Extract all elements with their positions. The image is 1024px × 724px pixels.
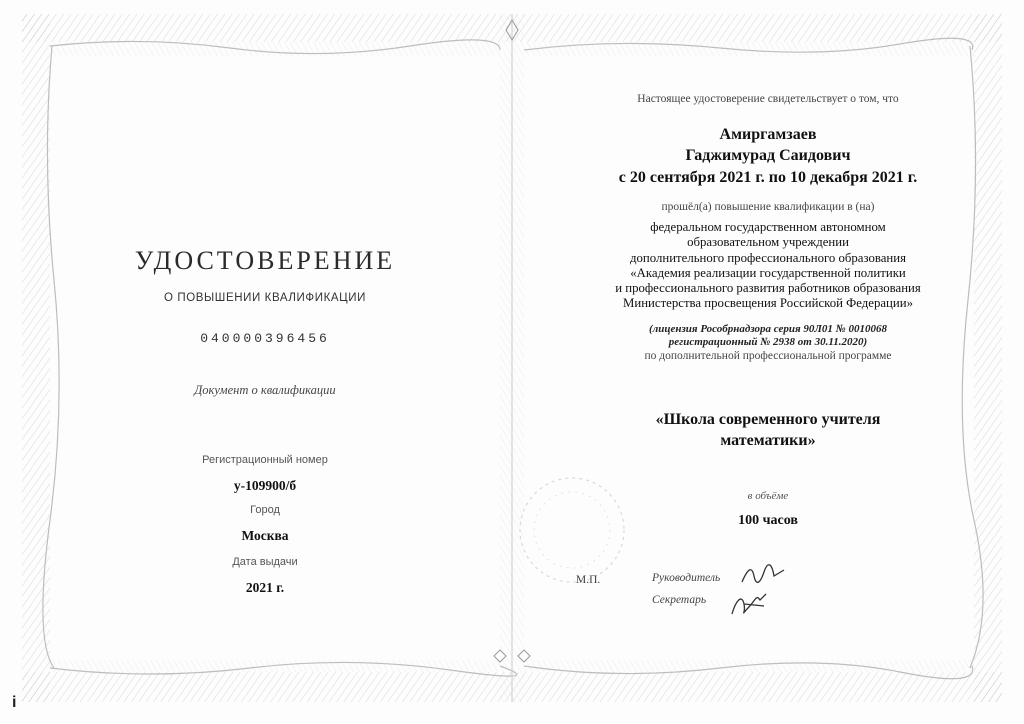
organization-name: [512, 220, 1024, 312]
program-title: [512, 409, 1024, 451]
volume-label: в объёме: [747, 490, 789, 502]
intro-text: Настоящее удостоверение свидетельствует о том, что: [637, 93, 899, 105]
license-info: [512, 323, 1024, 349]
secretary-signature: [726, 590, 770, 620]
secretary-label: Секретарь: [652, 594, 707, 606]
city-value: Москва: [241, 528, 289, 543]
org-line: федеральном государственном автономном: [650, 220, 886, 234]
issue-date-label: Дата выдачи: [232, 556, 298, 568]
stamp-seal: [512, 470, 632, 590]
head-signature: [738, 562, 788, 590]
org-line: и профессионального развития работников образования: [615, 281, 921, 296]
issue-date-value: 2021 г.: [245, 580, 285, 595]
volume-value: 100 часов: [738, 513, 798, 528]
document-kind: Документ о квалификации: [194, 383, 336, 397]
registration-number: у-109900/б: [233, 478, 297, 493]
program-line: математики»: [720, 432, 816, 449]
program-line: «Школа современного учителя: [655, 411, 881, 428]
recipient-given-names: Гаджимурад Саидович: [685, 147, 851, 164]
org-line: образовательном учреждении: [687, 235, 849, 250]
license-line: (лицензия Рособрнадзора серия 90Л01 № 0010068: [648, 323, 887, 335]
org-line: Министерства просвещения Российской Федерации»: [622, 296, 913, 311]
org-line: дополнительного профессионального образования: [629, 250, 907, 265]
stamp-place-label: М.П.: [576, 574, 601, 586]
registration-label: Регистрационный номер: [202, 454, 328, 466]
by-program-text: по дополнительной профессиональной программе: [644, 350, 892, 362]
document-title: УДОСТОВЕРЕНИЕ: [134, 246, 396, 275]
license-line: регистрационный № 2938 от 30.11.2020): [668, 336, 868, 348]
serial-number: 040000396456: [200, 331, 330, 346]
corner-mark: i: [12, 694, 17, 711]
recipient-surname: Амиргамзаев: [719, 126, 817, 143]
training-dates: с 20 сентября 2021 г. по 10 декабря 2021 г.: [618, 169, 918, 186]
passed-text: прошёл(а) повышение квалификации в (на): [661, 201, 875, 213]
head-label: Руководитель: [652, 572, 721, 584]
document-subtitle: О ПОВЫШЕНИИ КВАЛИФИКАЦИИ: [164, 292, 366, 304]
org-line: «Академия реализации государственной политики: [630, 265, 906, 280]
city-label: Город: [250, 504, 280, 516]
recipient-name: [512, 124, 1024, 166]
